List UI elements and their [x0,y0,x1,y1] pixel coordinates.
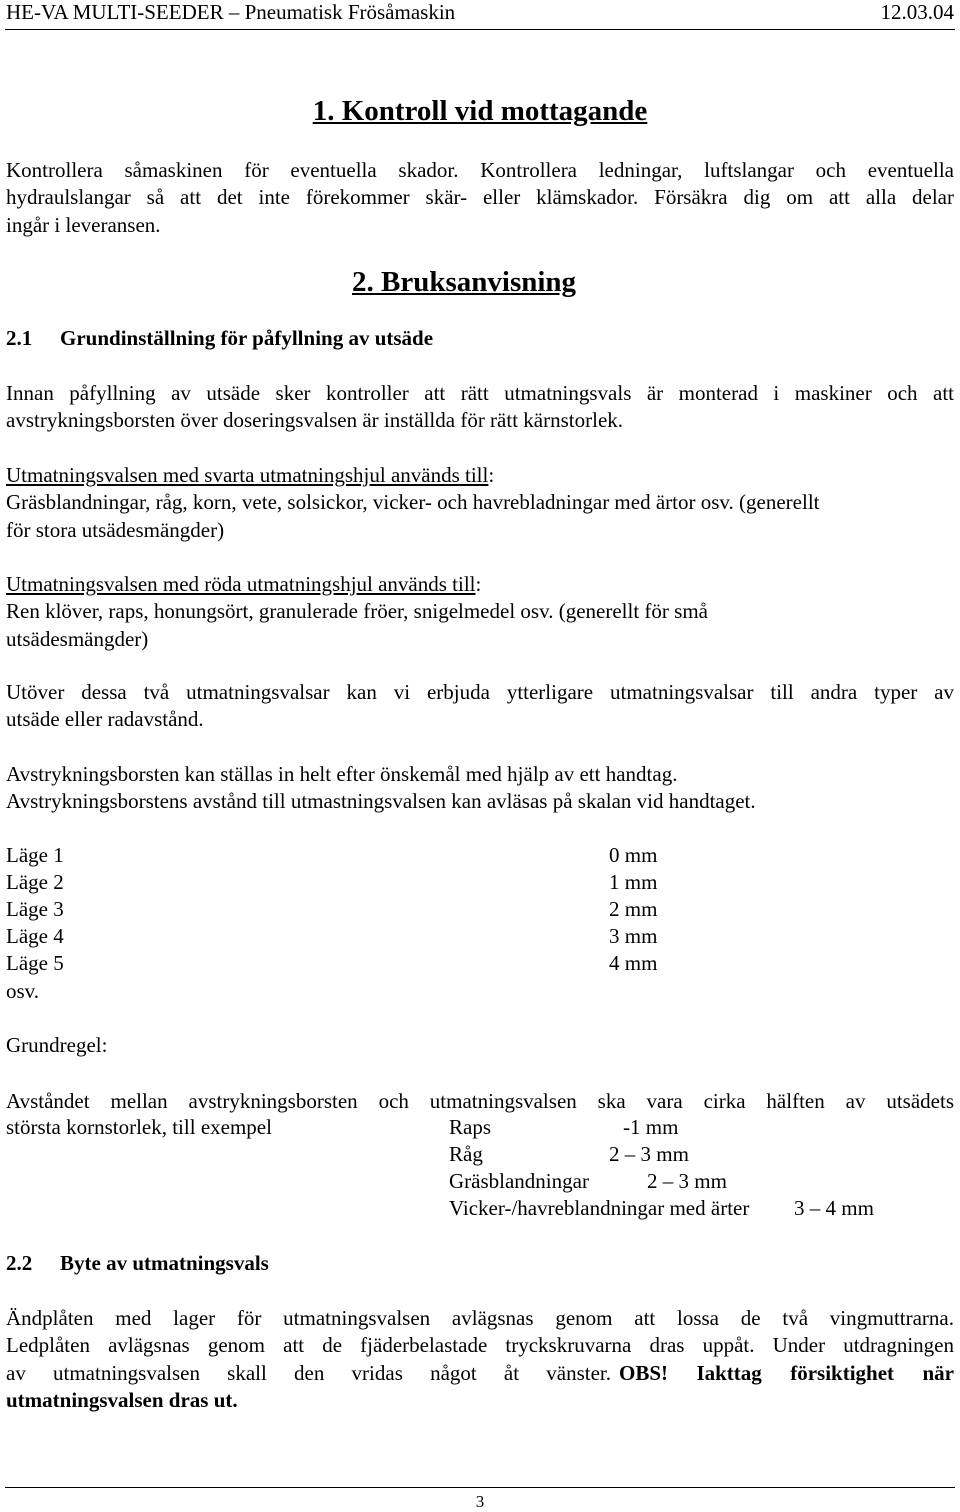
subsection-2-2-heading [6,1251,269,1276]
subsection-title: Grundinställning för påfyllning av utsäde [60,326,434,350]
paragraph-line: Ändplåten med lager för utmatningsvalsen avlägsnas genom att lossa de två vingmuttrarna. [6,1306,954,1330]
example-name: Raps [449,1115,491,1139]
position-label: Läge 3 [6,897,64,921]
example-value: -1 mm [623,1115,679,1139]
paragraph-line: för stora utsädesmängder) [6,517,225,542]
other-rollers-paragraph [6,679,954,734]
paragraph-line: Avstrykningsborstens avstånd till utmastningsvalsen kan avläsas på skalan vid handtaget. [6,789,756,814]
paragraph-line: avstrykningsborsten över doseringsvalsen är inställda för rätt kärnstorlek. [6,408,624,433]
position-value: 0 mm [609,843,658,867]
example-value: 2 – 3 mm [609,1142,689,1166]
black-wheels-paragraph [6,462,954,544]
position-label: Läge 5 [6,951,64,975]
header-divider [5,29,955,30]
red-wheels-paragraph [6,571,954,653]
paragraph-line: Utöver dessa två utmatningsvalsar kan vi erbjuda ytterligare utmatningsvalsar till andra typer av [6,680,954,704]
paragraph-line: Ren klöver, raps, honungsört, granulerade fröer, snigelmedel osv. (generellt för små [6,599,708,624]
position-value: 4 mm [609,951,658,975]
header-date: 12.03.04 [880,0,954,24]
paragraph-line: Gräsblandningar, råg, korn, vete, solsickor, vicker- och havrebladningar med ärtor osv. (generellt [6,490,820,515]
colon: : [475,572,482,596]
paragraph-line: utsäde eller radavstånd. [6,707,204,732]
position-label: Läge 1 [6,843,64,867]
position-value: 2 mm [609,897,658,921]
rule-line: Avståndet mellan avstrykningsborsten och utmatningsvalsen ska vara cirka hälften av utsädets [6,1089,954,1113]
rule-label: Grundregel: [6,1033,108,1057]
section-2-2-paragraph [6,1305,954,1414]
example-name: Vicker-/havreblandningar med ärter [449,1196,750,1220]
paragraph-line: Innan påfyllning av utsäde sker kontroller att rätt utmatningsvals är monterad i maskiner och att [6,381,954,405]
black-wheels-heading [6,462,954,489]
red-wheels-heading [6,571,954,598]
position-value: 3 mm [609,924,658,948]
subsection-number: 2.2 [6,1251,33,1275]
header-title: HE-VA MULTI-SEEDER – Pneumatisk Frösåmaskin [6,0,456,24]
red-wheels-heading-text: Utmatningsvalsen med röda utmatningshjul används till [6,572,476,596]
position-label: Läge 2 [6,870,64,894]
footer-divider [5,1487,955,1488]
paragraph-line: Ledplåten avlägsnas genom att de fjäderbelastade tryckskruvarna dras uppåt. Under utdragningen [6,1333,954,1358]
example-name: Gräsblandningar [449,1169,589,1193]
subsection-number: 2.1 [6,326,33,350]
black-wheels-heading-text: Utmatningsvalsen med svarta utmatningshjul används till [6,463,489,487]
position-label: Läge 4 [6,924,64,948]
paragraph-line: ingår i leveransen. [6,212,161,237]
example-value: 2 – 3 mm [647,1169,727,1193]
paragraph-line: Avstrykningsborsten kan ställas in helt efter önskemål med hjälp av ett handtag. [6,762,678,786]
rule-line: största kornstorlek, till exempel [6,1115,272,1139]
positions-more: osv. [6,979,40,1003]
paragraph-line: hydraulslangar så att det inte förekommer skär- eller klämskador. Försäkra dig om att alla delar [6,185,954,210]
subsection-title: Byte av utmatningsvals [60,1251,269,1275]
warning-text: utmatningsvalsen dras ut. [6,1387,238,1412]
warning-text: OBS! Iakttag försiktighet när [619,1360,954,1385]
example-name: Råg [449,1142,483,1166]
intro-paragraph [6,380,954,435]
colon: : [488,463,495,487]
paragraph-line [6,1360,954,1387]
paragraph-line: Kontrollera såmaskinen för eventuella skador. Kontrollera ledningar, luftslangar och eventuella [6,158,954,182]
section-1-paragraph [6,157,954,239]
section-1-heading: 1. Kontroll vid mottagande [312,95,648,127]
paragraph-line: utsädesmängder) [6,626,149,651]
page-number: 3 [475,1492,485,1511]
position-value: 1 mm [609,870,658,894]
example-value: 3 – 4 mm [794,1196,874,1220]
section-2-heading: 2. Bruksanvisning [352,266,577,298]
brush-paragraph [6,761,954,816]
subsection-2-1-heading [6,326,433,351]
paragraph-text: av utmatningsvalsen skall den vridas något åt vänster. [6,1360,611,1385]
